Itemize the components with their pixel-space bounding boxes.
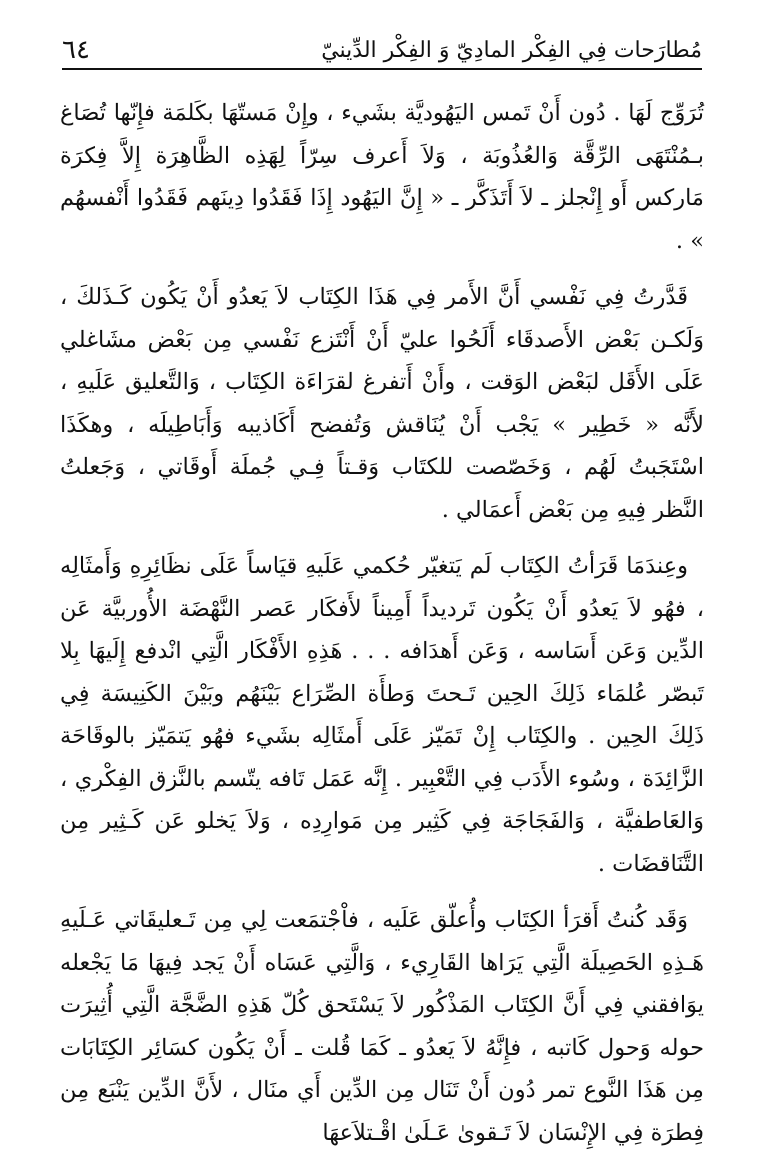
body-text [60, 92, 704, 1168]
paragraph: وَقَد كُنتُ أَقرَأ الكِتَاب وأُعلّق عَلَيه ، فاْجْتمَعت لِي مِن تَـعليقَاتي عَـلَيهِ هَـذِهِ الحَصِيلَة الَّتِي يَرَاها القَارِيء ، وَالَّتِي عَسَاه أَنْ يَجد فِيهَا مَا يَجْعله يوَافقني فِي أَنَّ الكِتَاب المَذْكُور لاَ يَسْتَحق كُلّ هَذِهِ الضَّجَّة الَّتِي أُثِيرَت حوله وَحول كَاتبه ، فإِنَّهُ لاَ يَعدُو ـ كَمَا قُلت ـ أَنْ يَكُون كسَائِر الكِتَابَات مِن هَذَا النَّوع تمر دُون أَنْ تَنَال مِن الدِّين أَي منَال ، لأَنَّ الدِّين يَنْبَع مِن فِطرَة فِي الإِنْسَان لاَ تَـقوىٰ عَـلَىٰ اقْـتلاَعهَا [60, 907, 704, 1146]
paragraph: تُرَوِّج لَهَا . دُون أَنْ تَمس اليَهُوديَّة بشَيء ، وإِنْ مَستّهَا بكَلمَة فإِنّها تُصَاغ بـمُنْتَهَى الرِّقَّة وَالعُذُوبَة ، وَلاَ أَعرف سِرّاً لِهَذِه الظَّاهِرَة إِلاَّ فِكرَة مَاركس أَو إِنْجلز ـ لاَ أَتَذَكَّر ـ « إِنَّ اليَهُود إِذَا فَقَدُوا دِينَهم فَقَدُوا أَنْفسهُم » . [60, 100, 704, 254]
paragraph: قَدَّرتُ فِي نَفْسي أَنَّ الأَمر فِي هَذَا الكِتَاب لاَ يَعدُو أَنْ يَكُون كَـذَلكَ ، وَلَكـن بَعْض الأَصدقَاء أَلَحُوا عليّ أَنْ أَنْتَزع نَفْسي مِن بَعْض مشَاغلي عَلَى الأَقَل لبَعْض الوَقت ، وأَنْ أَتفرغ لقرَاءَة الكِتَاب ، وَالتَّعليق عَلَيهِ ، لأَنَّه « خَطِير » يَجْب أَنْ يُنَاقش وَتُفضح أَكَاذيبه وَأَبَاطِيلَه ، وهكَذَا اسْتَجَبتُ لَهُم ، وَخَصّصت للكتَاب وَقـتاً فِـي جُملَة أَوقَاتي ، وَجَعلتُ النَّظر فِيهِ مِن بَعْض أَعمَالي . [60, 284, 704, 523]
page-number: ٦٤ [62, 35, 90, 65]
paragraph: وعِندَمَا قَرَأتُ الكِتَاب لَم يَتغيّر حُكمي عَلَيهِ قيَاساً عَلَى نظَائِرِهِ وَأَمثَالِه ، فهُو لاَ يَعدُو أَنْ يَكُون تَرديداً أَمِيناً لأَفكَار عَصر النَّهْضَة الأُوربيَّة عَن الدِّين وَعَن أَسَاسه ، وَعَن أَهدَافه . . . هَذِهِ الأَفْكَار الَّتِي انْدفع إِلَيهَا بِلا تَبصّر عُلمَاء ذَلِكَ الحِين تَـحتَ وَطأَة الصِّرَاع بَيْنَهُم وبَيْنَ الكَنِيسَة فِي ذَلِكَ الحِين . والكِتَاب إِنْ تَمَيّز عَلَى أَمثَالِه بشَيء فهُو يَتمَيّز بالوقَاحَة الزَّائِدَة ، وسُوء الأَدَب فِي التَّعْبِير . إِنَّه عَمَل تَافه يتّسم بالنَّزق الفِكْري ، وَالعَاطفيَّة ، وَالفَجَاجَة فِي كَثِير مِن مَوارِدِه ، وَلاَ يَخلو عَن كَـثِير مِن التَّنَاقضَات . [60, 553, 704, 877]
running-title: مُطارَحات فِي الفِكْر المادِيّ وَ الفِكْر الدِّينيّ [321, 38, 702, 63]
page-header [62, 18, 702, 66]
header-divider [62, 68, 702, 70]
